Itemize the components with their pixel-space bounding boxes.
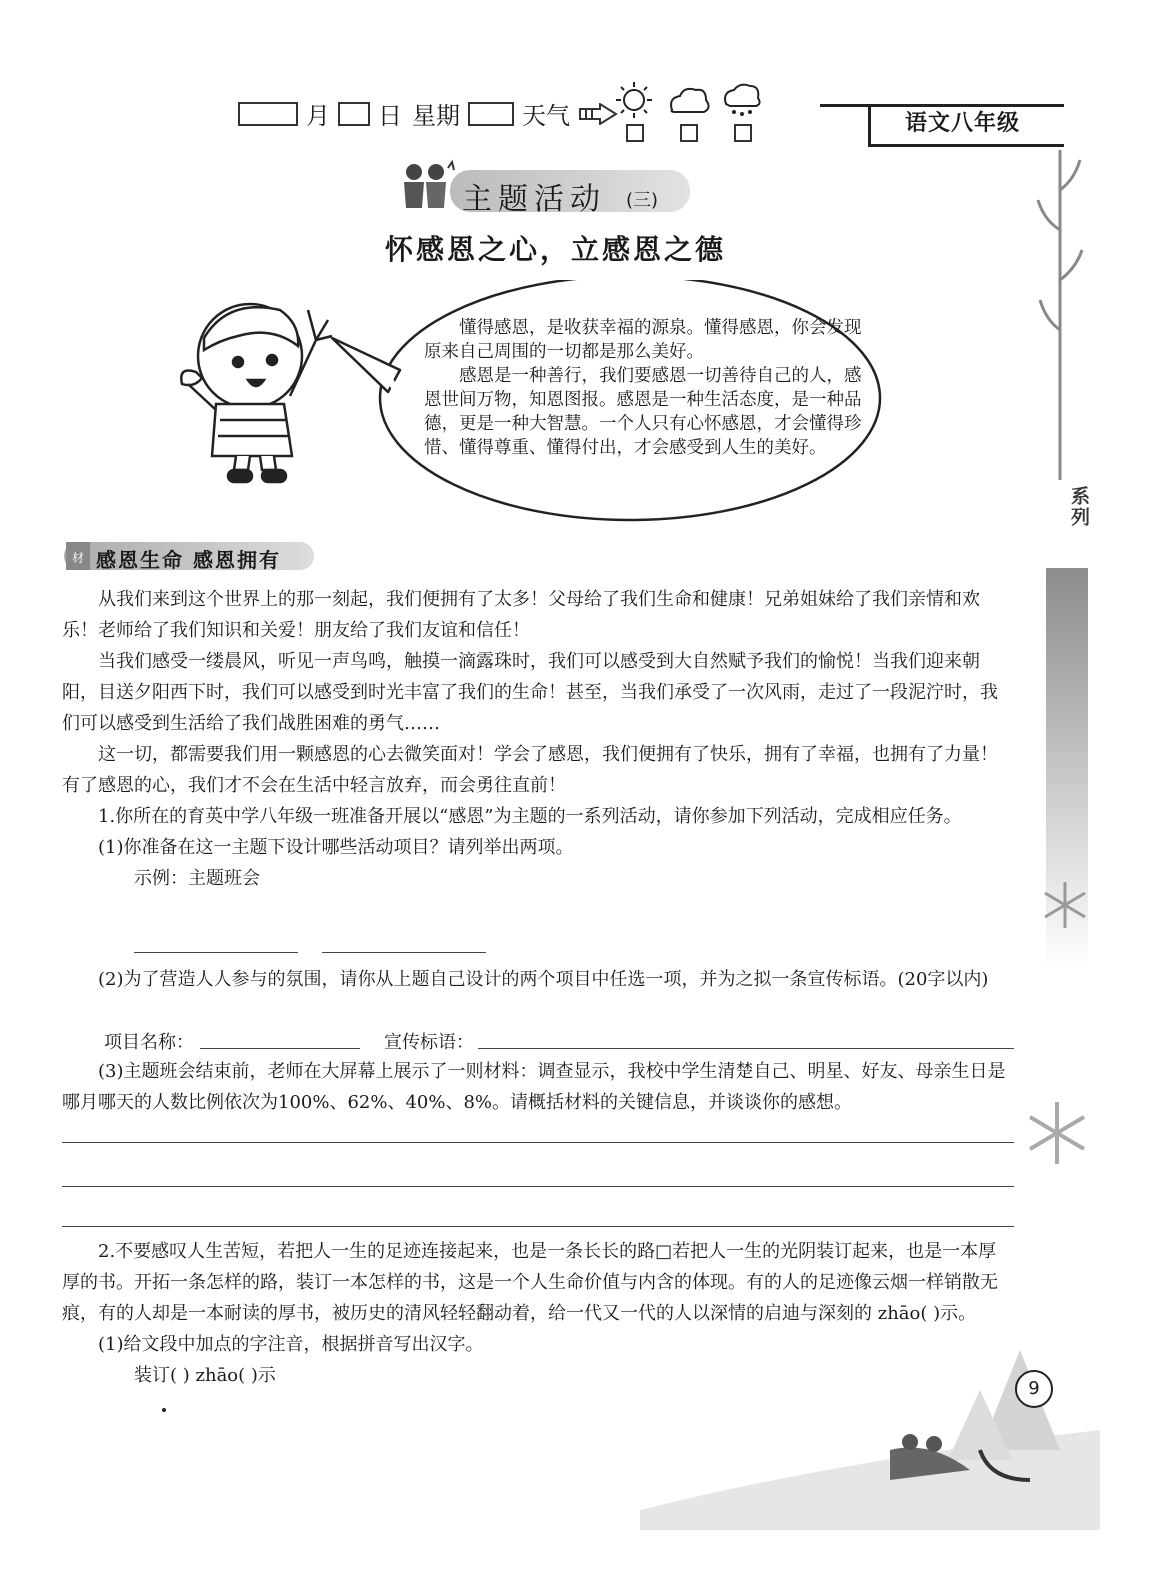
- tree-decoration: [1030, 150, 1090, 480]
- slogan-label: 宣传标语：: [384, 1032, 474, 1053]
- section-paragraph-1: 从我们来到这个世界上的那一刻起，我们便拥有了太多！父母给了我们生命和健康！兄弟姐妹给了我们亲情和欢乐！老师给了我们知识和关爱！朋友给了我们友谊和信任！: [62, 589, 980, 641]
- series-side-label: 系列: [1068, 486, 1090, 528]
- cloud-icon: [671, 89, 709, 112]
- page-number: 9: [1015, 1370, 1053, 1408]
- q2-answer-line: 装订( ) zhāo( )示: [134, 1365, 276, 1386]
- date-weather-header: [238, 96, 620, 131]
- answer-line-2[interactable]: [62, 1186, 1014, 1187]
- project-name-label: 项目名称：: [104, 1032, 194, 1053]
- weekday-label: 星期: [412, 102, 460, 130]
- weather-icons: [612, 80, 762, 120]
- girl-illustration: [181, 304, 332, 482]
- slogan-blank[interactable]: [478, 1048, 1014, 1049]
- q2-stem: 2.不要感叹人生苦短，若把人一生的足迹连接起来，也是一条长长的路□若把人一生的光阴装订起来，也是一本厚厚的书。开拓一条怎样的路，装订一本怎样的书，这是一个人生命价值与内含的体现。有的人的足迹像云烟一样销散无痕，有的人却是一本耐读的厚书，被历史的清风轻轻翻动着，给一代又一代的人以深情的启迪与深刻的 zhāo( )示。: [62, 1241, 998, 1324]
- rain-checkbox[interactable]: [734, 124, 752, 142]
- theme-subtitle: 怀感恩之心，立感恩之德: [385, 233, 727, 266]
- q2-sub1: (1)给文段中加点的字注音，根据拼音写出汉字。: [98, 1334, 484, 1355]
- bubble-paragraph-2: 感恩是一种善行，我们要感恩一切善待自己的人，感恩世间万物，知恩图报。感恩是一种生活态度，是一种品德，更是一种大智慧。一个人只有心怀感恩，才会懂得珍惜、懂得尊重、懂得付出，才会感受到人生的美好。: [424, 366, 862, 458]
- q1-part3: [62, 1056, 1014, 1118]
- project-name-blank[interactable]: [200, 1048, 360, 1049]
- section-badge-icon: [64, 540, 92, 572]
- sun-checkbox[interactable]: [626, 124, 644, 142]
- bubble-paragraph-1: 懂得感恩，是收获幸福的源泉。懂得感恩，你会发现原来自己周围的一切都是那么美好。: [424, 318, 862, 362]
- q1-example: 示例：主题班会: [134, 868, 260, 889]
- section-paragraph-3: 这一切，都需要我们用一颗感恩的心去微笑面对！学会了感恩，我们便拥有了快乐，拥有了幸福，也拥有了力量！有了感恩的心，我们才不会在生活中轻言放弃，而会勇往直前！: [62, 744, 998, 796]
- frame-line-left: [868, 104, 871, 146]
- q1-sub1: (1)你准备在这一主题下设计哪些活动项目？请列举出两项。: [98, 837, 574, 858]
- snowflake-large-icon: [1024, 1100, 1090, 1166]
- q1-sub2: (2)为了营造人人参与的氛围，请你从上题自己设计的两个项目中任选一项，并为之拟一条宣传标语。(20字以内): [98, 969, 989, 990]
- section-body: [62, 584, 1014, 894]
- q1-part2: [62, 964, 1014, 995]
- theme-title: 主题活动: [462, 182, 606, 217]
- q1-stem: 1.你所在的育英中学八年级一班准备开展以“感恩”为主题的一系列活动，请你参加下列活动，完成相应任务。: [98, 806, 962, 827]
- answer-line-3[interactable]: [62, 1226, 1014, 1227]
- sled-scene-illustration: [640, 1330, 1100, 1530]
- month-blank[interactable]: [238, 102, 298, 126]
- q1-sub3: (3)主题班会结束前，老师在大屏幕上展示了一则材料：调查显示，我校中学生清楚自己、明星、好友、母亲生日是哪月哪天的人数比例依次为100%、62%、40%、8%。请概括材料的关键信息，并谈谈你的感想。: [62, 1061, 1006, 1113]
- q1-answer-blank-2[interactable]: [322, 952, 486, 953]
- snowflake-icon: [1040, 880, 1090, 930]
- sun-icon: [616, 82, 652, 118]
- day-label: 日: [378, 102, 402, 130]
- theme-title-suffix: (三): [626, 190, 659, 211]
- weather-label: 天气: [522, 102, 570, 130]
- frame-line-bottom: [868, 144, 1064, 147]
- section-title: 感恩生命 感恩拥有: [96, 548, 281, 572]
- month-label: 月: [306, 102, 330, 130]
- q1-answer-blank-1[interactable]: [134, 952, 298, 953]
- grade-label: 语文八年级: [905, 110, 1021, 136]
- day-blank[interactable]: [338, 102, 370, 126]
- answer-line-1[interactable]: [62, 1142, 1014, 1143]
- weekday-blank[interactable]: [468, 102, 514, 126]
- bubble-text: [424, 316, 864, 460]
- rain-cloud-icon: [725, 85, 760, 116]
- section-paragraph-2: 当我们感受一缕晨风，听见一声鸟鸣，触摸一滴露珠时，我们可以感受到大自然赋予我们的愉悦！当我们迎来朝阳，目送夕阳西下时，我们可以感受到时光丰富了我们的生命！甚至，当我们承受了一次风雨，走过了一段泥泞时，我们可以感受到生活给了我们战胜困难的勇气……: [62, 651, 998, 734]
- svg-text:材: 材: [71, 551, 85, 565]
- cloud-checkbox[interactable]: [680, 124, 698, 142]
- emphasis-dot: [162, 1408, 166, 1412]
